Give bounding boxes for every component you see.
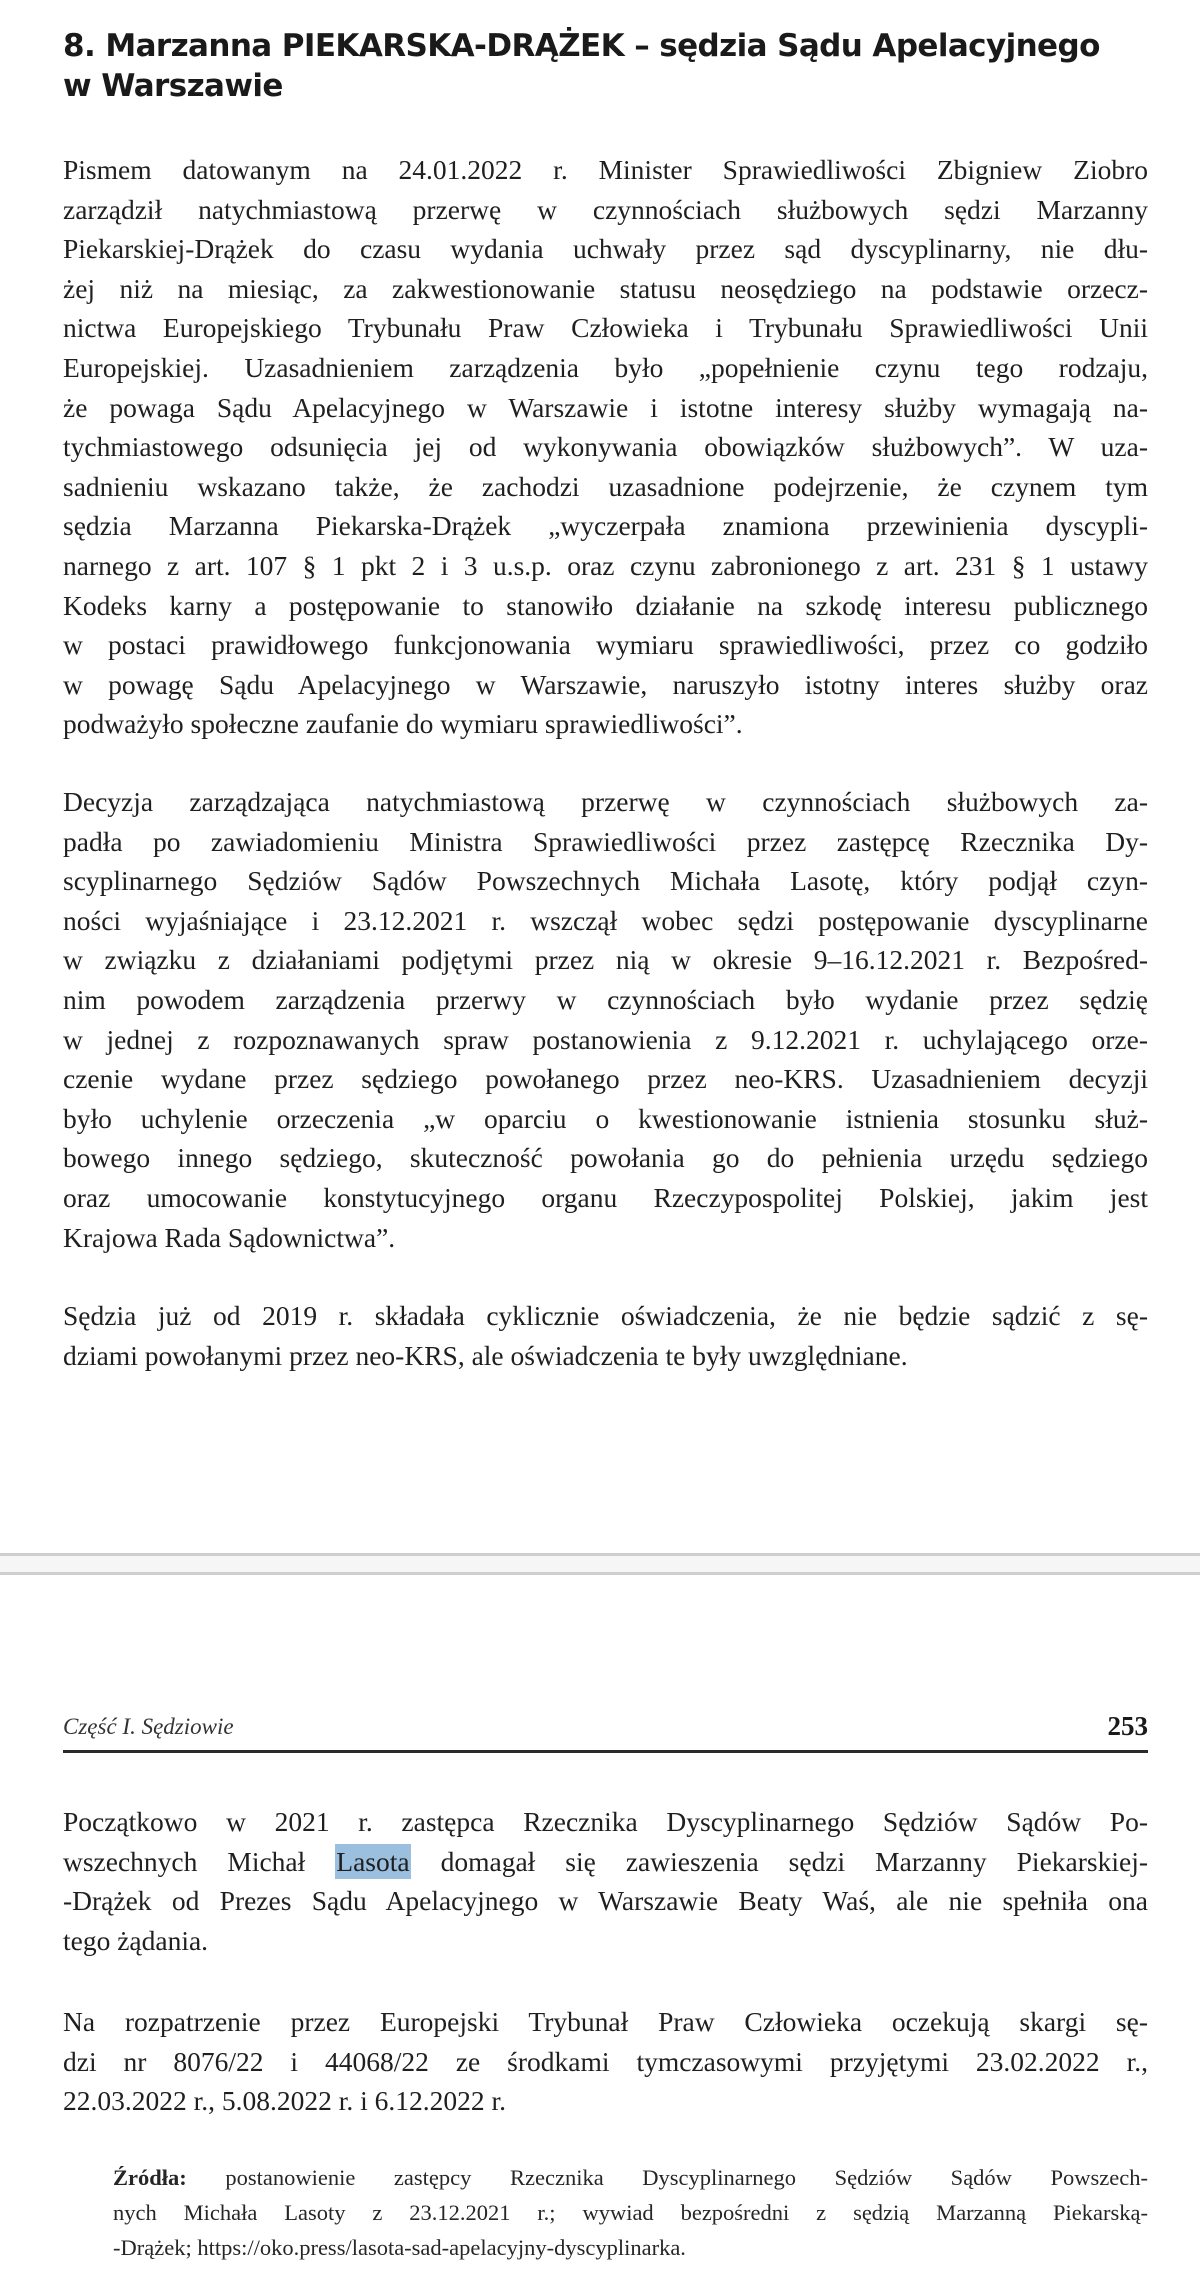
running-header	[63, 1700, 1148, 1753]
text-line: nictwa Europejskiego Trybunału Praw Człowieka i Trybunału Sprawiedliwości Unii	[63, 312, 1148, 344]
text-line: podważyło społeczne zaufanie do wymiaru sprawiedliwości”.	[63, 708, 743, 740]
text-line: tychmiastowego odsunięcia jej od wykonywania obowiązków służbowych”. W uza-	[63, 431, 1148, 463]
text-line: w związku z działaniami podjętymi przez nią w okresie 9–16.12.2021 r. Bezpośred-	[63, 944, 1148, 976]
text-line	[113, 2160, 1148, 2195]
text-line: ności wyjaśniające i 23.12.2021 r. wszczął wobec sędzi postępowanie dyscyplinarne	[63, 904, 1148, 936]
text-line: Pismem datowanym na 24.01.2022 r. Minister Sprawiedliwości Zbigniew Ziobro	[63, 154, 1148, 185]
selected-text-highlight[interactable]: Lasota	[336, 1845, 410, 1877]
sources-label: Źródła:	[113, 2165, 187, 2190]
paragraph-1	[63, 150, 1148, 744]
text-line: 22.03.2022 r., 5.08.2022 r. i 6.12.2022 r.	[63, 2085, 507, 2117]
text-line: Kodeks karny a postępowanie to stanowiło działanie na szkodę interesu publicznego	[63, 589, 1148, 621]
text-line: nych Michała Lasoty z 23.12.2021 r.; wywiad bezpośredni z sędzią Marzanną Piekarską-	[113, 2200, 1148, 2225]
text-line: w postaci prawidłowego funkcjonowania wymiaru sprawiedliwości, przez co godziło	[63, 629, 1148, 661]
paragraph-5	[63, 2002, 1148, 2121]
text-segment: postanowienie zastępcy Rzecznika Dyscyplinarnego Sędziów Sądów Powszech-	[186, 2165, 1148, 2190]
page-break-separator	[0, 1553, 1200, 1575]
text-line: w jednej z rozpoznawanych spraw postanowienia z 9.12.2021 r. uchylającego orze-	[63, 1023, 1148, 1055]
text-line: Na rozpatrzenie przez Europejski Trybunał Praw Człowieka oczekują skargi sę-	[63, 2006, 1148, 2037]
text-line: Piekarskiej-Drążek do czasu wydania uchwały przez sąd dyscyplinarny, nie dłu-	[63, 233, 1148, 265]
text-line: bowego innego sędziego, skuteczność powołania go do pełnienia urzędu sędziego	[63, 1142, 1148, 1174]
text-line: dziami powołanymi przez neo-KRS, ale oświadczenia te były uwzględniane.	[63, 1339, 908, 1371]
text-line: tego żądania.	[63, 1924, 209, 1956]
text-line: padła po zawiadomieniu Ministra Sprawiedliwości przez zastępcę Rzecznika Dy-	[63, 825, 1148, 857]
text-line: narnego z art. 107 § 1 pkt 2 i 3 u.s.p. oraz czynu zabronionego z art. 231 § 1 ustawy	[63, 549, 1148, 581]
paragraph-4	[63, 1802, 1148, 1960]
text-line: scyplinarnego Sędziów Sądów Powszechnych Michała Lasotę, który podjął czyn-	[63, 865, 1148, 897]
text-line: Krajowa Rada Sądownictwa”.	[63, 1221, 396, 1253]
heading-line: 8. Marzanna PIEKARSKA-DRĄŻEK – sędzia Sądu Apelacyjnego	[63, 28, 1100, 64]
paragraph-2	[63, 782, 1148, 1257]
text-line: sadnieniu wskazano także, że zachodzi uzasadnione podejrzenie, że czynem tym	[63, 470, 1148, 502]
running-header-section: Część I. Sędziowie	[63, 1714, 234, 1739]
text-line: że powaga Sądu Apelacyjnego w Warszawie i istotne interesy służby wymagają na-	[63, 391, 1148, 423]
text-line: w powagę Sądu Apelacyjnego w Warszawie, naruszyło istotny interes służby oraz	[63, 668, 1148, 700]
text-line: oraz umocowanie konstytucyjnego organu Rzeczypospolitej Polskiej, jakim jest	[63, 1181, 1148, 1213]
text-line: -Drążek od Prezes Sądu Apelacyjnego w Warszawie Beaty Waś, ale nie spełniła ona	[63, 1885, 1148, 1917]
text-line: czenie wydane przez sędziego powołanego przez neo-KRS. Uzasadnieniem decyzji	[63, 1063, 1148, 1095]
heading-line: w Warszawie	[63, 68, 283, 104]
text-line: sędzia Marzanna Piekarska-Drążek „wyczerpała znamiona przewinienia dyscypli-	[63, 510, 1148, 542]
sources-note	[113, 2160, 1148, 2265]
text-line: zarządził natychmiastową przerwę w czynnościach służbowych sędzi Marzanny	[63, 193, 1148, 225]
section-heading	[63, 26, 1100, 106]
text-line: Początkowo w 2021 r. zastępca Rzecznika Dyscyplinarnego Sędziów Sądów Po-	[63, 1806, 1148, 1837]
text-line: dzi nr 8076/22 i 44068/22 ze środkami tymczasowymi przyjętymi 23.02.2022 r.,	[63, 2045, 1148, 2077]
text-segment: wszechnych Michał	[63, 1845, 336, 1877]
text-line-with-selection	[63, 1842, 1148, 1882]
text-line: Europejskiej. Uzasadnieniem zarządzenia było „popełnienie czynu tego rodzaju,	[63, 351, 1148, 383]
text-line: było uchylenie orzeczenia „w oparciu o kwestionowanie istnienia stosunku służ-	[63, 1102, 1148, 1134]
text-line: Sędzia już od 2019 r. składała cyklicznie oświadczenia, że nie będzie sądzić z sę-	[63, 1300, 1148, 1331]
paragraph-3	[63, 1296, 1148, 1375]
page-number: 253	[1107, 1711, 1148, 1741]
source-link-line: -Drążek; https://oko.press/lasota-sad-apelacyjny-dyscyplinarka.	[113, 2235, 686, 2260]
text-segment: domagał się zawieszenia sędzi Marzanny Piekarskiej-	[410, 1845, 1148, 1877]
text-line: Decyzja zarządzająca natychmiastową przerwę w czynnościach służbowych za-	[63, 786, 1148, 817]
text-line: nim powodem zarządzenia przerwy w czynnościach było wydanie przez sędzię	[63, 983, 1148, 1015]
text-line: żej niż na miesiąc, za zakwestionowanie statusu neosędziego na podstawie orzecz-	[63, 272, 1148, 304]
